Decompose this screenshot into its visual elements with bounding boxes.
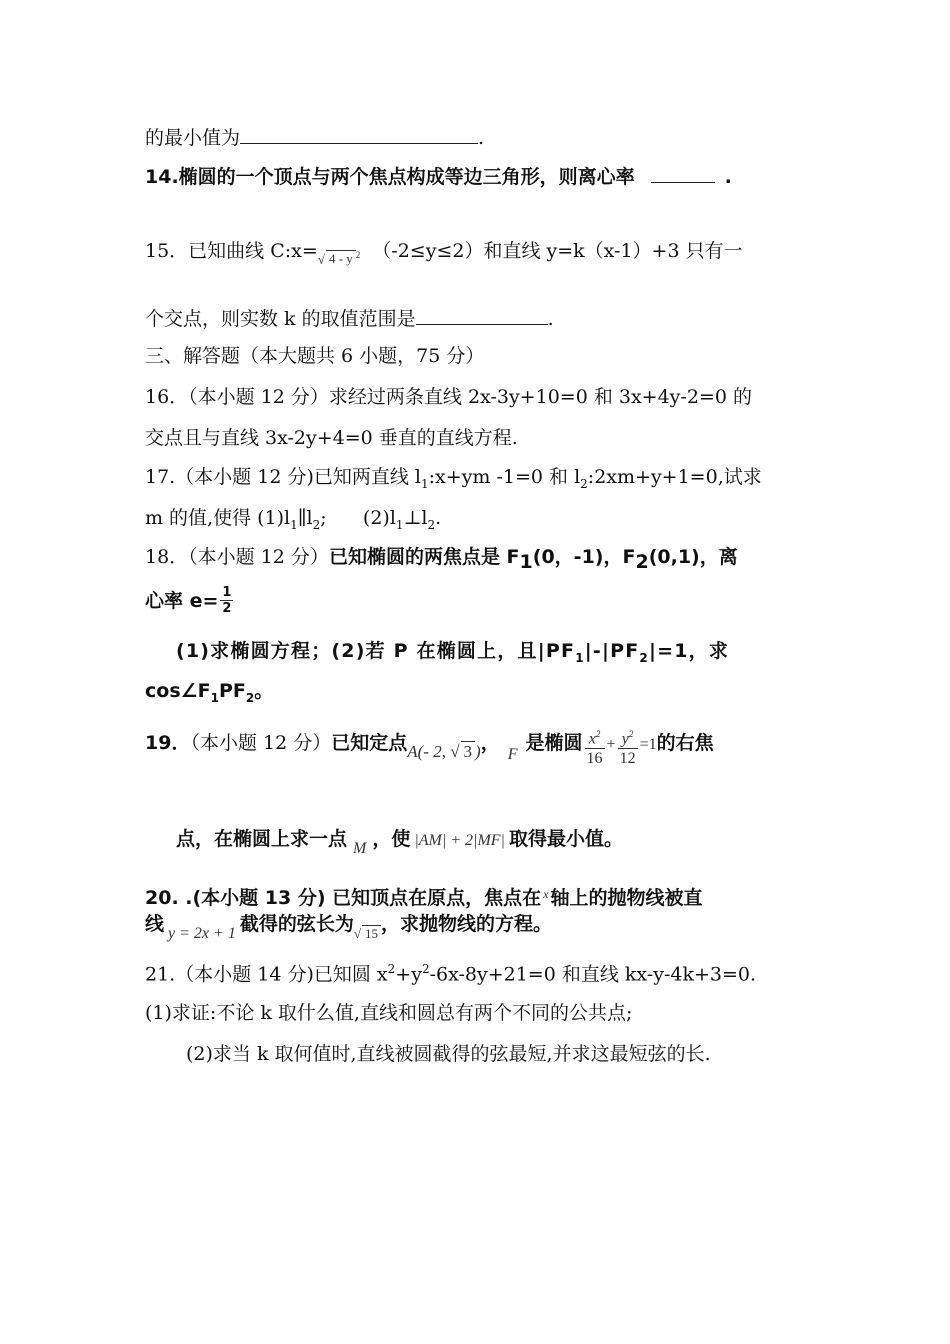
question-17-line2: m 的值,使得 $(1)l_1\parallel l_2$; $(2)l_1\perp l_2$. [145, 507, 442, 532]
fraction-y2-12: $\frac{y^2}{12}$ [619, 729, 636, 767]
question-14: 14.椭圆的一个顶点与两个焦点构成等边三角形，则离心率 . [145, 163, 732, 189]
question-17-line1: 17.（本小题 12 分)已知两直线 $l_1:x+ym$ -1=0 和 $l_2:2xm+y+1=0$,试求 [145, 466, 762, 491]
question-18-line2: 心率 e= $\frac{1}{2}$ [145, 585, 232, 617]
question-15-line2: 个交点，则实数 k 的取值范围是 . [145, 305, 554, 331]
section-3-heading: 三、解答题（本大题共 6 小题，75 分） [145, 345, 485, 367]
question-16-line2: 交点且与直线 3x-2y+4=0 垂直的直线方程. [145, 427, 518, 449]
question-21-line1: 21.（本小题 14 分)已知圆 $x^2+y^2-6x-8y+21=0$ 和直线 kx-y-4k+3=0. [145, 962, 757, 986]
question-19-line2: 点，在椭圆上求一点 $_M$ ，使 |AM| + 2|MF| 取得最小值。 [176, 828, 623, 857]
question-18-line3: (1)求椭圆方程；(2)若 P 在椭圆上，且$|PF_1|-|PF_2|=1$，求 [176, 640, 730, 665]
question-18-line1: 18．（本小题 12 分）已知椭圆的两焦点是 $F_1(0$，-1)，$F_2(0,1)$，离 [145, 546, 738, 573]
fraction-half: $\frac{1}{2}$ [222, 585, 232, 617]
question-18-line4: $\cos\angle F_1PF_2$。 [145, 680, 274, 705]
sqrt-expression: √ 4 - y $^2$ [317, 249, 361, 266]
answer-blank [240, 124, 478, 144]
question-20-line1: 20. .(本小题 13 分) 已知顶点在原点，焦点在 $^x$ 轴上的抛物线被直 [145, 887, 703, 909]
text-min-value: 的最小值为 [145, 127, 241, 149]
point-a: A(- 2, √ 3 ) [407, 741, 481, 761]
question-21-line3: (2)求当 k 取何值时,直线被圆截得的弦最短,并求这最短弦的长. [186, 1043, 711, 1065]
line-min-value: 的最小值为 . [145, 124, 484, 150]
answer-blank [651, 163, 715, 183]
answer-blank [416, 305, 548, 325]
fraction-x2-16: $\frac{x^2}{16}$ [586, 729, 603, 767]
question-20-line2: 线 $_{y = 2x + 1}$ 截得的弦长为√ 15 ，求抛物线的方程。 [145, 913, 552, 942]
sqrt-15: √ 15 [354, 925, 381, 942]
question-19-line1: 19．（本小题 12 分）已知定点A(- 2, √ 3 )，$_F$是椭圆 $\frac{x^2}{16}$ + $\frac{y^2}{12}$ =1的右焦 [145, 729, 714, 767]
question-16-line1: 16．（本小题 12 分）求经过两条直线 2x-3y+10=0 和 3x+4y-2=0 的 [145, 386, 752, 408]
question-21-line2: (1)求证:不论 k 取什么值,直线和圆总有两个不同的公共点; [145, 1002, 633, 1024]
question-15-line1: 15．已知曲线 C:x=√ 4 - y $^2$ （-2≤y≤2）和直线 y=k（x-1）+3 只有一 [145, 240, 743, 266]
